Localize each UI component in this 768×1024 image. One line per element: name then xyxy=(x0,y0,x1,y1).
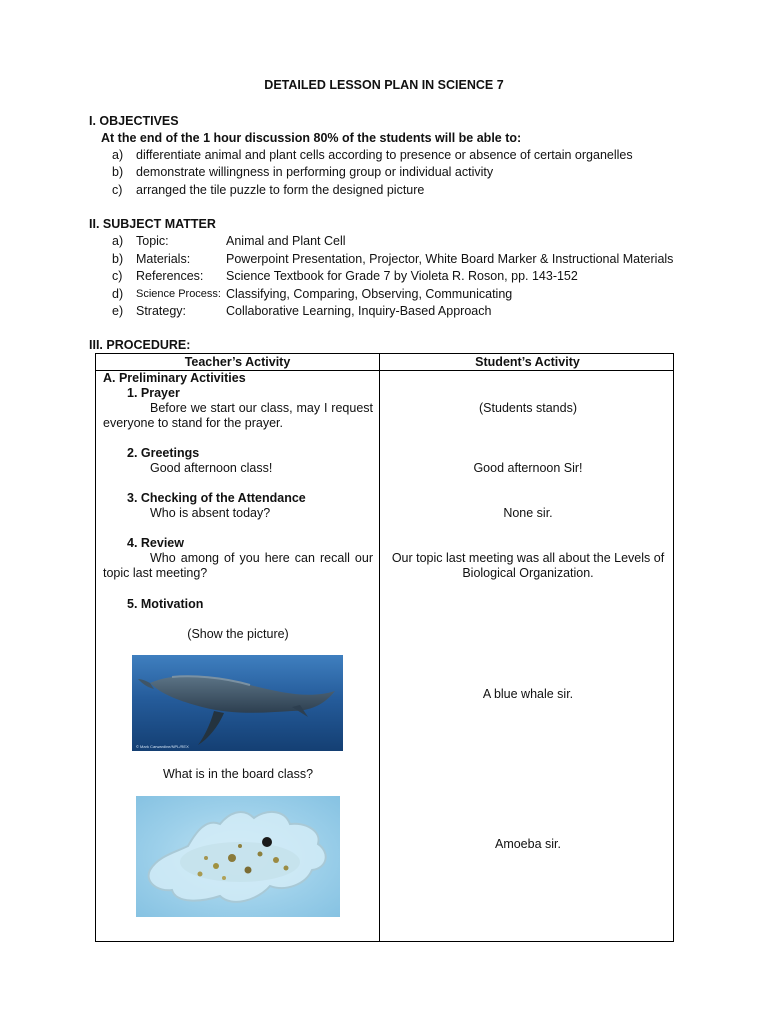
amoeba-student-response: Amoeba sir. xyxy=(494,837,561,851)
column-divider xyxy=(379,354,380,941)
prayer-student-response: (Students stands) xyxy=(479,401,577,415)
student-activity-header: Student’s Activity xyxy=(475,355,580,369)
subject-label: c) xyxy=(112,269,123,283)
objective-text: arranged the tile puzzle to form the designed picture xyxy=(136,183,425,197)
subject-matter-heading: II. SUBJECT MATTER xyxy=(89,217,216,231)
review-title: 4. Review xyxy=(127,536,184,550)
review-student-response: Our topic last meeting was all about the Levels of Biological Organization. xyxy=(391,551,665,580)
attendance-teacher-text: Who is absent today? xyxy=(150,506,271,520)
objectives-intro: At the end of the 1 hour discussion 80% of the students will be able to: xyxy=(101,131,522,145)
objective-text: demonstrate willingness in performing group or individual activity xyxy=(136,165,494,179)
subject-label: e) xyxy=(112,304,124,318)
procedure-table xyxy=(95,353,674,942)
objective-label: c) xyxy=(112,183,123,197)
objectives-heading: I. OBJECTIVES xyxy=(89,114,179,128)
greetings-title: 2. Greetings xyxy=(127,446,200,460)
subject-label: a) xyxy=(112,234,124,248)
teacher-activity-header: Teacher’s Activity xyxy=(184,355,291,369)
amoeba-illustration xyxy=(136,796,340,917)
prayer-teacher-text: Before we start our class, may I request everyone to stand for the prayer. xyxy=(103,401,373,430)
subject-value: Collaborative Learning, Inquiry-Based Approach xyxy=(226,304,492,318)
subject-key: Science Process: xyxy=(136,288,221,300)
image-credit: © Mark Carwardine/NPL/REX xyxy=(136,744,189,749)
subject-key: Materials: xyxy=(136,252,191,266)
procedure-heading: III. PROCEDURE: xyxy=(89,338,191,352)
subject-value: Animal and Plant Cell xyxy=(226,234,346,248)
motivation-title: 5. Motivation xyxy=(127,597,204,611)
objective-label: a) xyxy=(112,148,124,162)
subject-value: Powerpoint Presentation, Projector, White Board Marker & Instructional Materials xyxy=(226,252,674,266)
board-question-text: What is in the board class? xyxy=(162,767,314,781)
subject-key: References: xyxy=(136,269,204,283)
prayer-title: 1. Prayer xyxy=(127,386,180,400)
greetings-student-response: Good afternoon Sir! xyxy=(473,461,583,475)
whale-student-response: A blue whale sir. xyxy=(482,687,574,701)
whale-illustration xyxy=(132,655,343,751)
subject-value: Science Textbook for Grade 7 by Violeta R. Roson, pp. 143-152 xyxy=(226,269,578,283)
preliminary-activities-title: A. Preliminary Activities xyxy=(103,371,246,385)
subject-key: Topic: xyxy=(136,234,169,248)
subject-key: Strategy: xyxy=(136,304,187,318)
subject-label: b) xyxy=(112,252,124,266)
attendance-title: 3. Checking of the Attendance xyxy=(127,491,306,505)
blue-whale-image xyxy=(132,655,343,751)
subject-value: Classifying, Comparing, Observing, Communicating xyxy=(226,287,513,301)
attendance-student-response: None sir. xyxy=(503,506,553,520)
subject-label: d) xyxy=(112,287,124,301)
greetings-teacher-text: Good afternoon class! xyxy=(150,461,273,475)
amoeba-image xyxy=(136,796,340,917)
document-title: DETAILED LESSON PLAN IN SCIENCE 7 xyxy=(264,78,504,92)
objective-text: differentiate animal and plant cells according to presence or absence of certain organelles xyxy=(136,148,633,162)
show-picture-text: (Show the picture) xyxy=(187,627,289,641)
objective-label: b) xyxy=(112,165,124,179)
review-teacher-text: Who among of you here can recall our topic last meeting? xyxy=(103,551,373,580)
